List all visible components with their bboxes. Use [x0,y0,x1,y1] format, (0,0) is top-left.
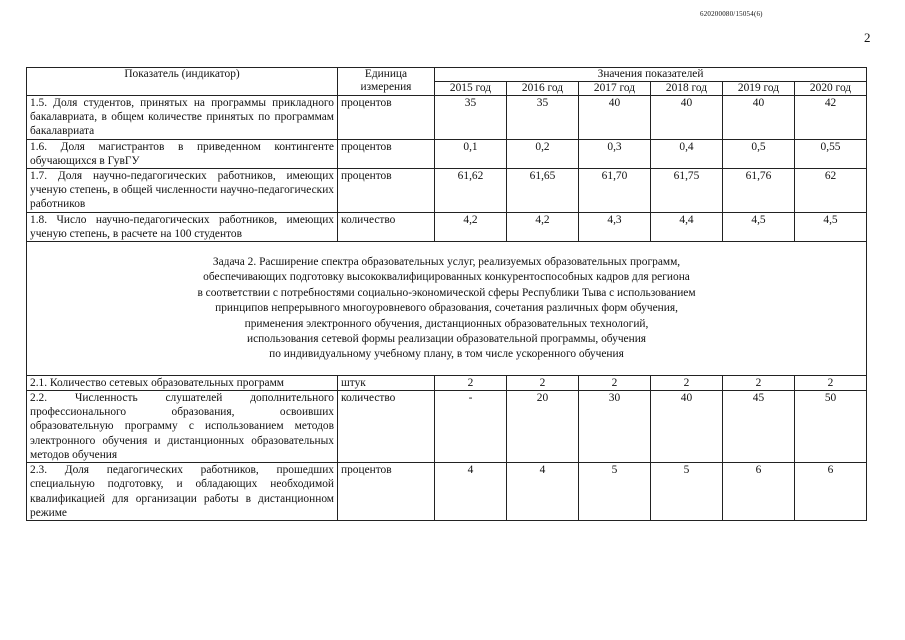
value-cell: 4,3 [579,212,651,241]
task-line: принципов непрерывного многоуровневого образования, сочетания различных форм обучения, [215,302,678,315]
header-year: 2016 год [507,82,579,96]
value-cell: 40 [723,96,795,140]
task-line: Задача 2. Расширение спектра образовательных услуг, реализуемых образовательных программ, [212,256,681,269]
value-cell: 61,62 [435,169,507,213]
indicator-cell: 2.3. Доля педагогических работников, прошедших специальную подготовку, и обладающих необходимой квалификацией для организации работы в дистанционном режиме [27,463,338,521]
header-indicator: Показатель (индикатор) [27,68,338,96]
task-row [27,242,867,376]
value-cell: 42 [795,96,867,140]
table-row [27,463,867,521]
task-line: по индивидуальному учебному плану, в том числе ускоренного обучения [269,348,624,361]
table-row [27,212,867,241]
value-cell: 61,76 [723,169,795,213]
unit-cell: процентов [338,139,435,168]
table-row [27,375,867,390]
value-cell: 0,2 [507,139,579,168]
value-cell: 4,5 [795,212,867,241]
table-row [27,391,867,463]
header-year: 2019 год [723,82,795,96]
value-cell: 45 [723,391,795,463]
unit-cell: количество [338,391,435,463]
unit-cell: количество [338,212,435,241]
value-cell: 2 [507,375,579,390]
value-cell: 40 [579,96,651,140]
indicator-cell: 2.2. Численность слушателей дополнительного профессионального образования, освоивших образовательную программу с использованием методов электронного обучения и дистанционных образовательных методов обучения [27,391,338,463]
value-cell: 4 [435,463,507,521]
value-cell: 30 [579,391,651,463]
header-year: 2020 год [795,82,867,96]
value-cell: 4 [507,463,579,521]
value-cell: 4,2 [507,212,579,241]
value-cell: 40 [651,96,723,140]
value-cell: 2 [651,375,723,390]
value-cell: 61,65 [507,169,579,213]
value-cell: 0,5 [723,139,795,168]
table-row [27,96,867,140]
indicator-cell: 1.6. Доля магистрантов в приведенном контингенте обучающихся в ГувГУ [27,139,338,168]
unit-cell: штук [338,375,435,390]
indicator-cell: 1.8. Число научно-педагогических работников, имеющих ученую степень, в расчете на 100 студентов [27,212,338,241]
value-cell: 2 [435,375,507,390]
value-cell: 35 [435,96,507,140]
task-line: обеспечивающих подготовку высококвалифицированных конкурентоспособных кадров для региона [203,271,690,284]
value-cell: 4,4 [651,212,723,241]
header-values: Значения показателей [435,68,867,82]
table-row [27,169,867,213]
header-year: 2017 год [579,82,651,96]
header-unit: Единица измерения [338,68,435,96]
value-cell: 61,75 [651,169,723,213]
task-line: применения электронного обучения, дистанционных образовательных технологий, [244,317,649,330]
task-line: в соответствии с потребностями социально-экономической сферы Республики Тыва с использованием [197,286,696,299]
value-cell: 0,55 [795,139,867,168]
value-cell: 61,70 [579,169,651,213]
value-cell: 35 [507,96,579,140]
value-cell: 62 [795,169,867,213]
value-cell: 4,5 [723,212,795,241]
indicator-cell: 2.1. Количество сетевых образовательных программ [27,375,338,390]
unit-cell: процентов [338,169,435,213]
task-heading [27,242,867,376]
value-cell: 4,2 [435,212,507,241]
value-cell: 20 [507,391,579,463]
task-line: использования сетевой формы реализации образовательной программы, обучения [246,333,647,346]
value-cell: 0,3 [579,139,651,168]
value-cell: 0,1 [435,139,507,168]
value-cell: 40 [651,391,723,463]
value-cell: 6 [795,463,867,521]
unit-cell: процентов [338,463,435,521]
indicator-cell: 1.5. Доля студентов, принятых на программы прикладного бакалавриата, в общем количестве принятых по программам бакалавриата [27,96,338,140]
page-number: 2 [864,30,871,45]
value-cell: 2 [723,375,795,390]
table-row [27,139,867,168]
value-cell: 2 [579,375,651,390]
value-cell: 5 [651,463,723,521]
value-cell: 0,4 [651,139,723,168]
value-cell: 5 [579,463,651,521]
header-year: 2015 год [435,82,507,96]
value-cell: 2 [795,375,867,390]
table-body [27,68,867,521]
document-id: 620200080/15054(6) [700,10,763,18]
header-year: 2018 год [651,82,723,96]
value-cell: 50 [795,391,867,463]
indicator-cell: 1.7. Доля научно-педагогических работников, имеющих ученую степень, в общей численности научно-педагогических работников [27,169,338,213]
unit-cell: процентов [338,96,435,140]
value-cell: 6 [723,463,795,521]
indicators-table [26,67,867,521]
value-cell: - [435,391,507,463]
